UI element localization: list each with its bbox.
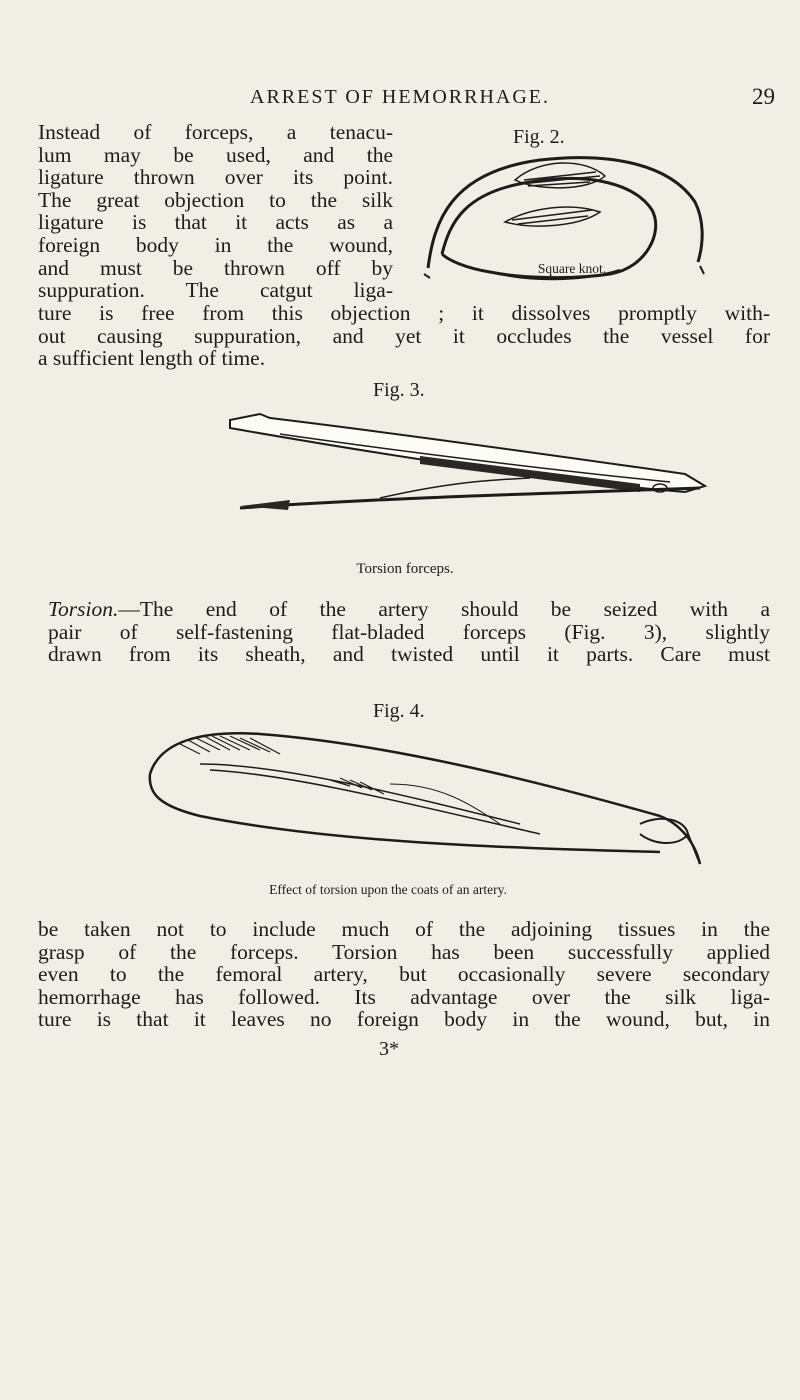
knot-hatching — [512, 210, 592, 224]
text-line: even to the femoral artery, but occasionally severe secondary — [38, 962, 770, 987]
text-line: be taken not to include much of the adjoining tissues in the — [38, 917, 770, 941]
lower-blade — [240, 488, 700, 508]
text-line: Instead of forceps, a tenacu- — [38, 120, 393, 144]
text-line: grasp of the forceps. Torsion has been successfully applied — [38, 939, 770, 964]
figure-3-caption: Torsion forceps. — [356, 561, 454, 577]
paragraph-ligature-narrow — [38, 121, 393, 302]
signature-mark: 3* — [379, 1038, 399, 1060]
torsion-heading: Torsion. — [48, 597, 119, 621]
text-line: and must be thrown off by — [38, 255, 393, 280]
text-line: drawn from its sheath, and twisted until it parts. Care must — [48, 642, 770, 667]
text-line: foreign body in the wound, — [38, 232, 393, 257]
text-line: ture is free from this objection ; it dissolves promptly with- — [38, 301, 770, 325]
text-line: lum may be used, and the — [38, 142, 393, 167]
text-line: ture is that it leaves no foreign body in the wound, but, in — [38, 1007, 770, 1032]
figure-2-label: Fig. 2. — [513, 126, 565, 148]
figure-4-label: Fig. 4. — [373, 700, 425, 722]
text-line: hemorrhage has followed. Its advantage over the silk liga- — [38, 984, 770, 1009]
paragraph-ligature-wide — [38, 302, 770, 370]
text-line: ligature is that it acts as a — [38, 210, 393, 235]
text-line — [48, 598, 770, 621]
text-line: The great objection to the silk — [38, 187, 393, 212]
paragraph-torsion-continued — [38, 918, 770, 1031]
torsion-effect-artery-illustration — [140, 724, 740, 864]
torsion-first-line: —The end of the artery should be seized with a — [118, 597, 770, 621]
inner-coat-line — [210, 770, 540, 834]
figure-2-caption: Square knot. — [537, 261, 607, 276]
upper-blade — [230, 414, 705, 492]
text-line: a sufficient length of time. — [38, 346, 266, 371]
twisted-coat-hatching — [330, 778, 384, 794]
running-head: ARREST OF HEMORRHAGE. — [250, 86, 550, 108]
artery-lower-coat — [150, 774, 660, 852]
figure-3-label: Fig. 3. — [373, 379, 425, 401]
artery-stump — [688, 834, 700, 864]
artery-outer-coat — [150, 733, 700, 864]
text-line: suppuration. The catgut liga- — [38, 278, 393, 303]
text-line: ligature thrown over its point. — [38, 165, 393, 190]
text-line: pair of self-fastening flat-bladed forceps (Fig. 3), slightly — [48, 619, 770, 644]
text-line: out causing suppuration, and yet it occludes the vessel for — [38, 323, 770, 348]
figure-4-caption: Effect of torsion upon the coats of an artery. — [269, 882, 507, 897]
torsion-forceps-illustration — [230, 412, 730, 512]
page-number: 29 — [752, 84, 775, 109]
paragraph-torsion — [48, 598, 770, 666]
